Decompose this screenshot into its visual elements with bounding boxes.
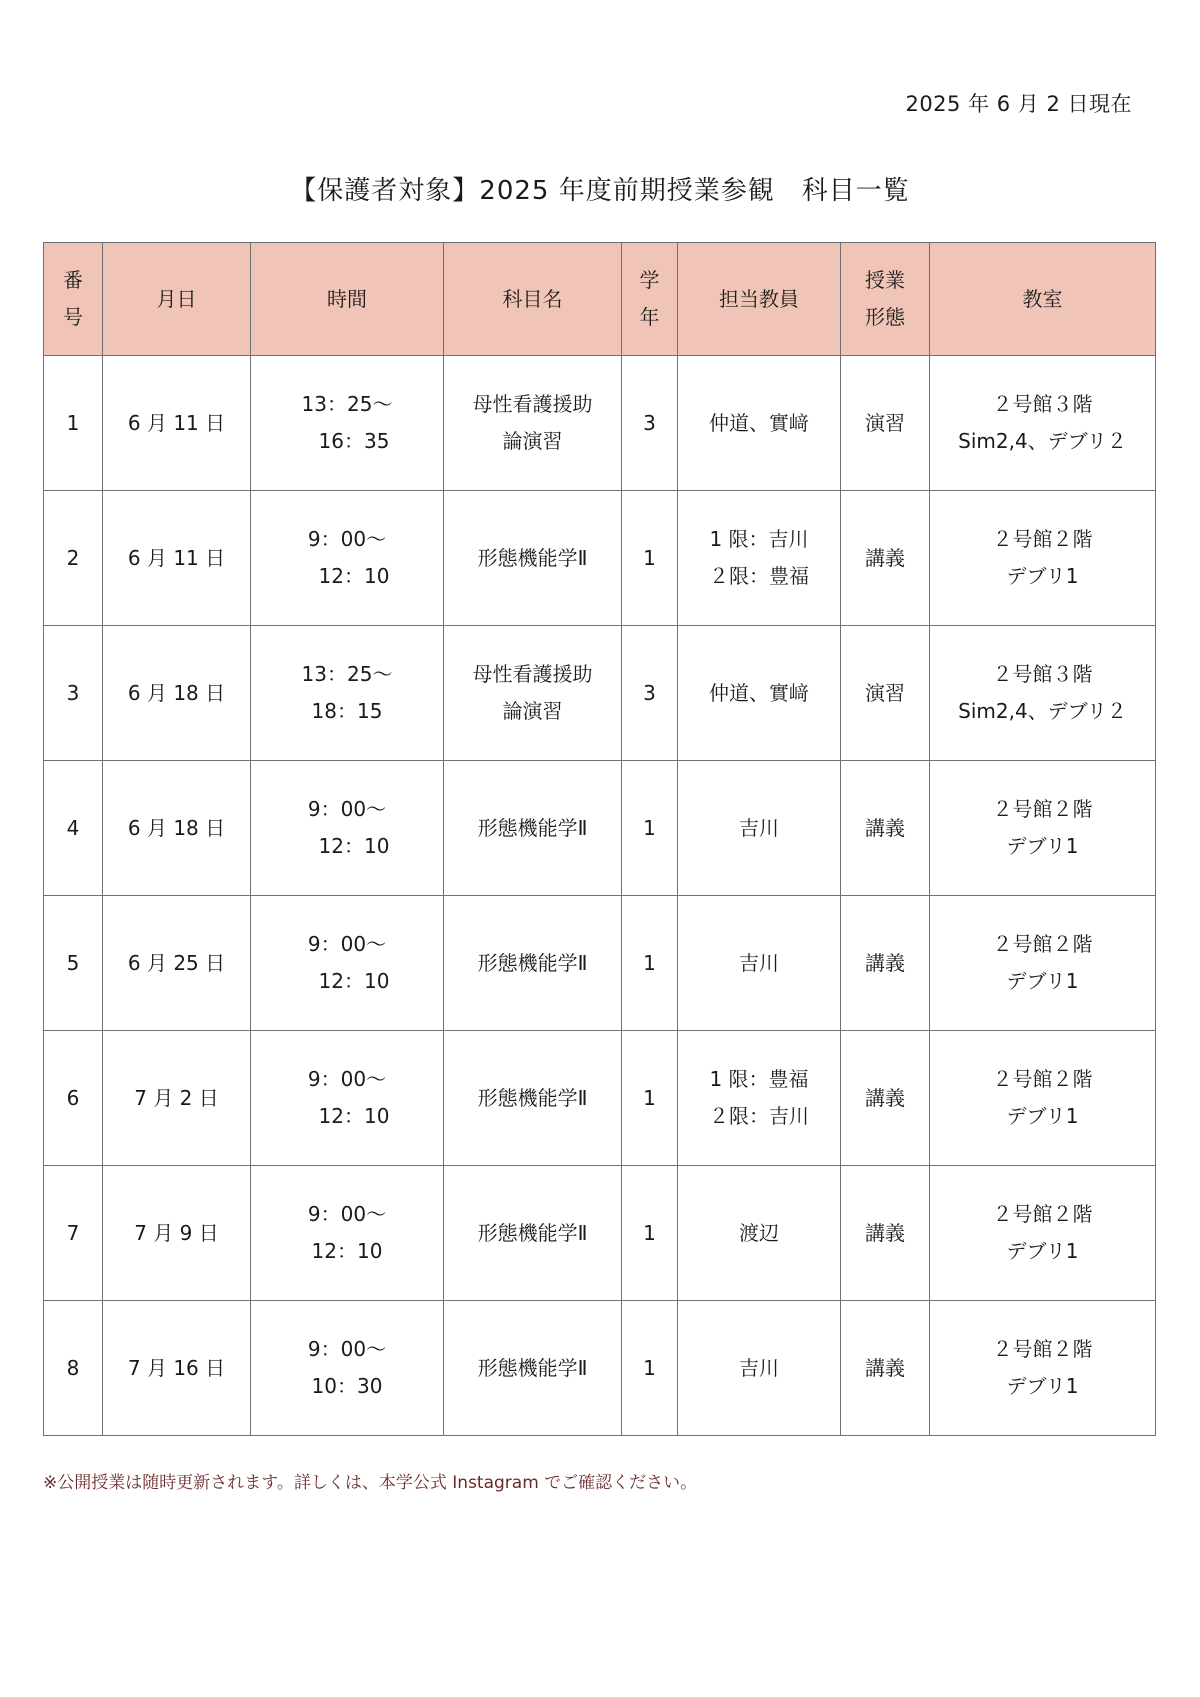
cell-room: ２号館２階 デブリ1 bbox=[930, 896, 1156, 1031]
cell-teacher: 吉川 bbox=[678, 896, 841, 1031]
document-title: 【保護者対象】2025 年度前期授業参観 科目一覧 bbox=[290, 176, 910, 206]
cell-date: 6 月 18 日 bbox=[103, 761, 251, 896]
cell-grade: 1 bbox=[622, 491, 678, 626]
header-room: 教室 bbox=[930, 243, 1156, 356]
cell-teacher: 渡辺 bbox=[678, 1166, 841, 1301]
cell-subject: 母性看護援助 論演習 bbox=[444, 626, 622, 761]
cell-subject: 形態機能学Ⅱ bbox=[444, 491, 622, 626]
table-row bbox=[44, 356, 1156, 491]
header-date: 月日 bbox=[103, 243, 251, 356]
cell-room: ２号館３階 Sim2,4、デブリ２ bbox=[930, 626, 1156, 761]
cell-time: 13：25～ 18：15 bbox=[251, 626, 444, 761]
cell-date: 7 月 2 日 bbox=[103, 1031, 251, 1166]
cell-number: 4 bbox=[44, 761, 103, 896]
cell-time: 9：00～ 12：10 bbox=[251, 896, 444, 1031]
cell-grade: 1 bbox=[622, 896, 678, 1031]
cell-grade: 1 bbox=[622, 1166, 678, 1301]
cell-teacher: 1 限：吉川 ２限：豊福 bbox=[678, 491, 841, 626]
cell-time: 9：00～ 12：10 bbox=[251, 761, 444, 896]
cell-subject: 形態機能学Ⅱ bbox=[444, 1031, 622, 1166]
cell-format: 演習 bbox=[841, 356, 930, 491]
cell-grade: 1 bbox=[622, 1301, 678, 1436]
cell-number: 3 bbox=[44, 626, 103, 761]
cell-number: 6 bbox=[44, 1031, 103, 1166]
cell-date: 7 月 9 日 bbox=[103, 1166, 251, 1301]
cell-grade: 1 bbox=[622, 1031, 678, 1166]
instagram-footnote: ※公開授業は随時更新されます。詳しくは、本学公式 Instagram でご確認ください。 bbox=[43, 1473, 698, 1493]
cell-room: ２号館２階 デブリ1 bbox=[930, 1301, 1156, 1436]
cell-subject: 形態機能学Ⅱ bbox=[444, 1301, 622, 1436]
table-row bbox=[44, 626, 1156, 761]
cell-grade: 3 bbox=[622, 356, 678, 491]
table-header-row bbox=[44, 243, 1156, 356]
cell-room: ２号館２階 デブリ1 bbox=[930, 1166, 1156, 1301]
cell-time: 9：00～ 12：10 bbox=[251, 1031, 444, 1166]
cell-teacher: 1 限：豊福 ２限：吉川 bbox=[678, 1031, 841, 1166]
cell-grade: 1 bbox=[622, 761, 678, 896]
cell-subject: 形態機能学Ⅱ bbox=[444, 896, 622, 1031]
cell-format: 演習 bbox=[841, 626, 930, 761]
header-time: 時間 bbox=[251, 243, 444, 356]
header-number: 番 号 bbox=[44, 243, 103, 356]
table-row bbox=[44, 491, 1156, 626]
table-row bbox=[44, 1301, 1156, 1436]
cell-format: 講義 bbox=[841, 491, 930, 626]
header-subject: 科目名 bbox=[444, 243, 622, 356]
as-of-date: 2025 年 6 月 2 日現在 bbox=[905, 92, 1132, 116]
cell-format: 講義 bbox=[841, 1301, 930, 1436]
cell-date: 7 月 16 日 bbox=[103, 1301, 251, 1436]
cell-number: 1 bbox=[44, 356, 103, 491]
table-row bbox=[44, 1166, 1156, 1301]
cell-date: 6 月 11 日 bbox=[103, 356, 251, 491]
cell-number: 7 bbox=[44, 1166, 103, 1301]
cell-teacher: 吉川 bbox=[678, 761, 841, 896]
cell-teacher: 吉川 bbox=[678, 1301, 841, 1436]
cell-subject: 形態機能学Ⅱ bbox=[444, 1166, 622, 1301]
cell-date: 6 月 18 日 bbox=[103, 626, 251, 761]
cell-subject: 形態機能学Ⅱ bbox=[444, 761, 622, 896]
cell-room: ２号館２階 デブリ1 bbox=[930, 761, 1156, 896]
cell-time: 9：00～ 12：10 bbox=[251, 491, 444, 626]
cell-number: 8 bbox=[44, 1301, 103, 1436]
cell-number: 2 bbox=[44, 491, 103, 626]
cell-grade: 3 bbox=[622, 626, 678, 761]
cell-time: 13：25～ 16：35 bbox=[251, 356, 444, 491]
class-observation-table bbox=[43, 242, 1156, 1436]
cell-room: ２号館２階 デブリ1 bbox=[930, 491, 1156, 626]
header-teacher: 担当教員 bbox=[678, 243, 841, 356]
cell-date: 6 月 11 日 bbox=[103, 491, 251, 626]
table-row bbox=[44, 896, 1156, 1031]
cell-teacher: 仲道、實﨑 bbox=[678, 356, 841, 491]
cell-format: 講義 bbox=[841, 761, 930, 896]
cell-time: 9：00～ 10：30 bbox=[251, 1301, 444, 1436]
cell-teacher: 仲道、實﨑 bbox=[678, 626, 841, 761]
cell-room: ２号館３階 Sim2,4、デブリ２ bbox=[930, 356, 1156, 491]
cell-time: 9：00～ 12：10 bbox=[251, 1166, 444, 1301]
cell-format: 講義 bbox=[841, 896, 930, 1031]
table-row bbox=[44, 1031, 1156, 1166]
cell-format: 講義 bbox=[841, 1166, 930, 1301]
cell-number: 5 bbox=[44, 896, 103, 1031]
cell-subject: 母性看護援助 論演習 bbox=[444, 356, 622, 491]
cell-format: 講義 bbox=[841, 1031, 930, 1166]
table-row bbox=[44, 761, 1156, 896]
cell-date: 6 月 25 日 bbox=[103, 896, 251, 1031]
header-format: 授業 形態 bbox=[841, 243, 930, 356]
header-grade: 学 年 bbox=[622, 243, 678, 356]
cell-room: ２号館２階 デブリ1 bbox=[930, 1031, 1156, 1166]
